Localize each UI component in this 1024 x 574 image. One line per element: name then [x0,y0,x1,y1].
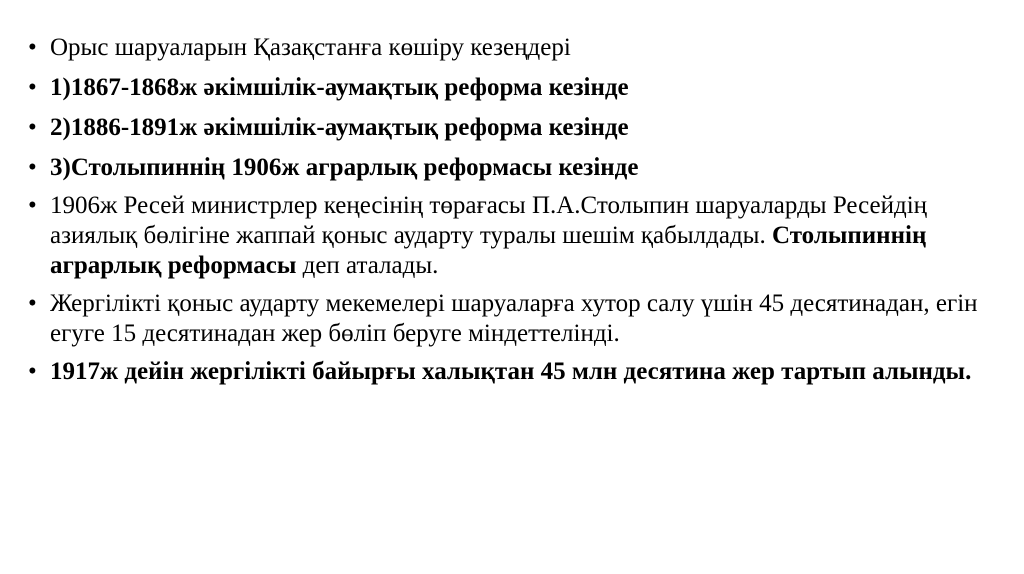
bullet-text-2: 1)1867-1868ж әкімшілік-аумақтық реформа кезінде [50,74,629,101]
bullet-text-4: 3)Столыпиннің 1906ж аграрлық реформасы кезінде [50,154,639,181]
bullet-item-5 [28,191,988,281]
bullet-item-4 [28,153,988,183]
bullet-dot-icon: • [28,74,37,101]
bullet-item-3 [28,113,988,143]
bullet-item-7 [28,357,988,387]
bullet-dot-icon: • [28,192,37,219]
bullet-item-2 [28,73,988,103]
bullet-text-6: Жергілікті қоныс аударту мекемелері шаруаларға хутор салу үшін 45 десятинадан, егін егуге 15 десятинадан жер бөліп беруге міндеттелінді. [50,290,978,347]
bullet-text-5-start: 1906ж Ресей министрлер кеңесінің төрағасы П.А.Столыпин шаруаларды Ресейдің азиялық бөлігіне жаппай қоныс аударту туралы шешім қабылдады. [50,192,928,249]
bullet-text-7: 1917ж дейін жергілікті байырғы халықтан 45 млн десятина жер тартып алынды. [50,358,972,385]
bullet-text-1: Орыс шаруаларын Қазақстанға көшіру кезеңдері [50,34,571,61]
bullet-dot-icon: • [28,290,37,317]
bullet-dot-icon: • [28,358,37,385]
bullet-text-5-bold: Столыпиннің аграрлық реформасы [50,222,927,279]
bullet-dot-icon: • [28,34,37,61]
bullet-dot-icon: • [28,154,37,181]
bullet-item-6 [28,289,988,349]
bullet-item-1 [28,33,988,63]
bullet-list [28,33,988,387]
bullet-text-5-end: деп аталады. [296,252,439,279]
bullet-dot-icon: • [28,114,37,141]
bullet-text-3: 2)1886-1891ж әкімшілік-аумақтық реформа кезінде [50,114,629,141]
